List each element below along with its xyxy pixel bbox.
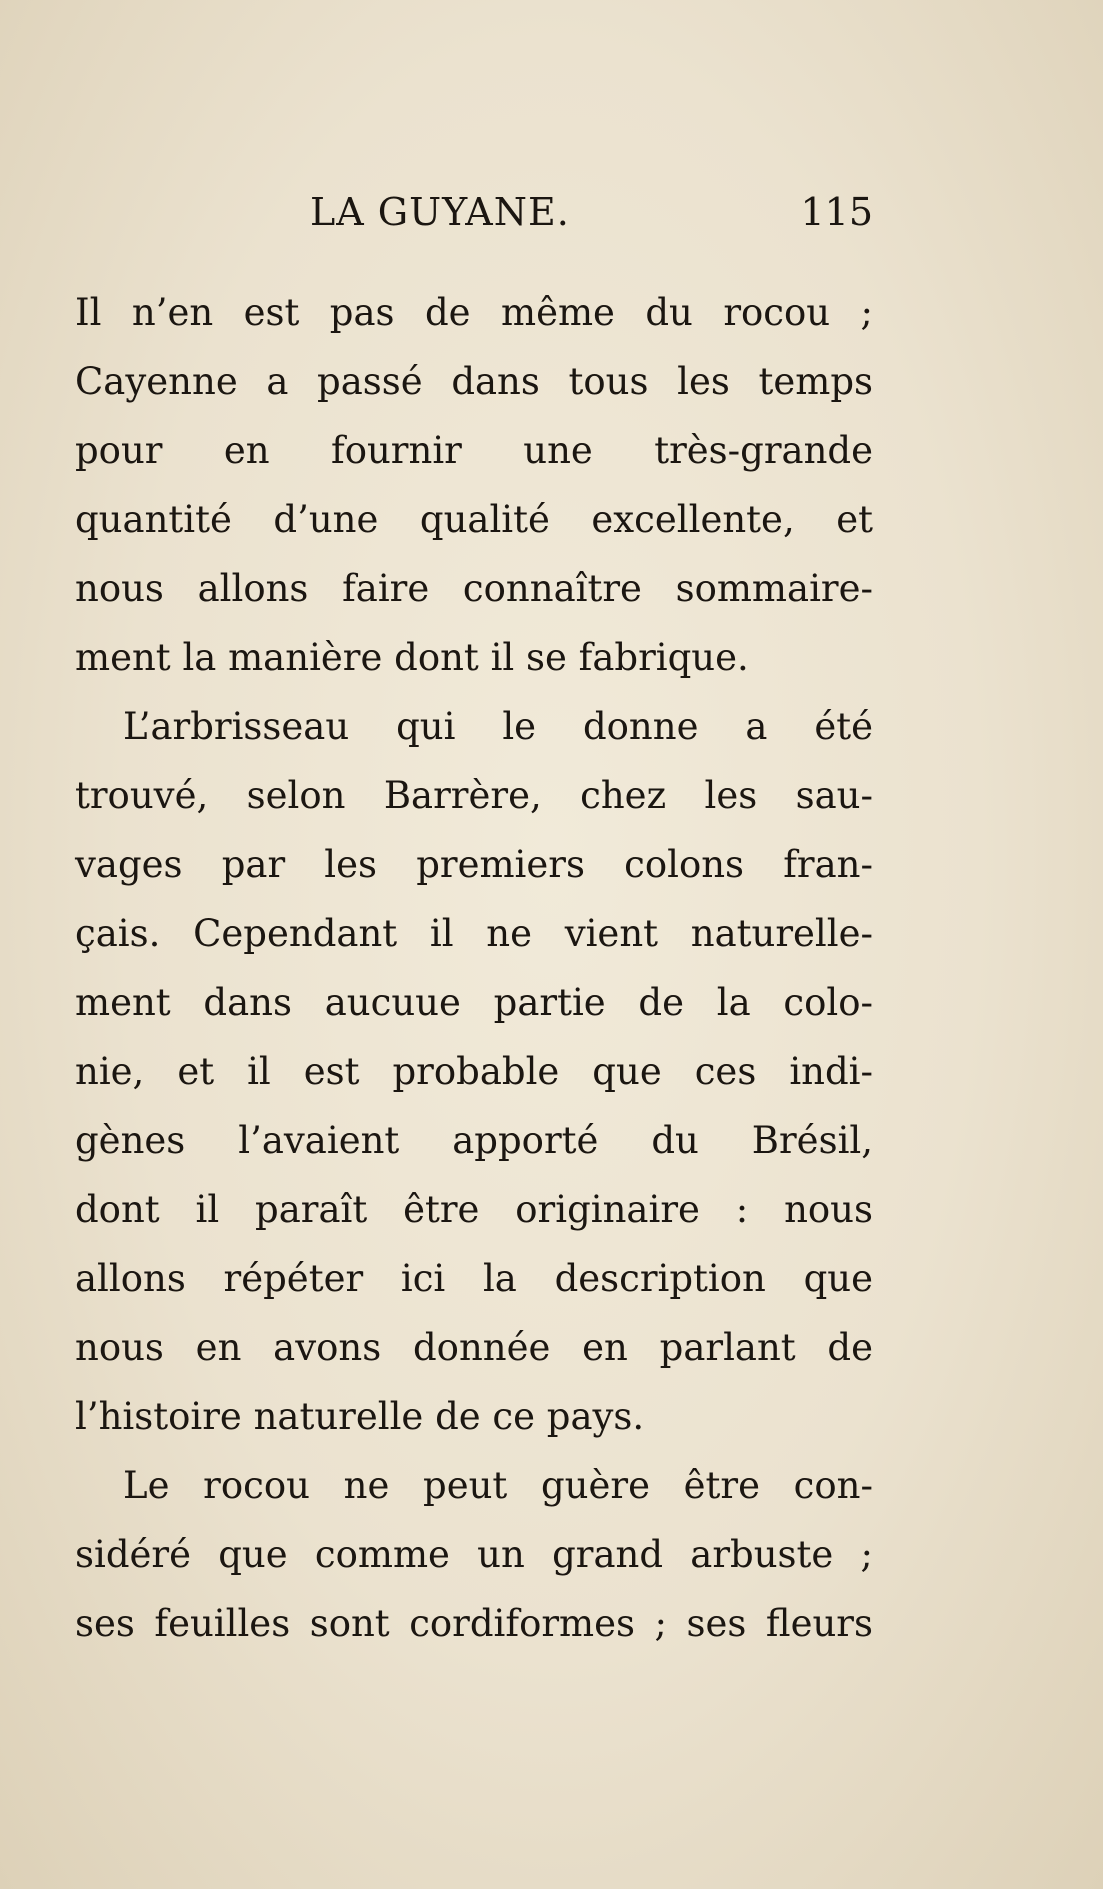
text-line: pour en fournir une très-grande — [75, 429, 873, 472]
text-line: quantité d’une qualité excellente, et — [75, 498, 873, 541]
text-line: sidéré que comme un grand arbuste ; — [75, 1533, 873, 1576]
text-line: dont il paraît être originaire : nous — [75, 1188, 873, 1231]
body-text — [75, 278, 873, 1658]
text-line: L’arbrisseau qui le donne a été — [123, 705, 873, 748]
text-line: ment dans aucuue partie de la colo- — [75, 981, 873, 1024]
text-line: gènes l’avaient apporté du Brésil, — [75, 1119, 873, 1162]
text-line: ses feuilles sont cordiformes ; ses fleurs — [75, 1602, 873, 1645]
text-line: trouvé, selon Barrère, chez les sau- — [75, 774, 873, 817]
page-number: 115 — [800, 190, 873, 234]
text-line: nous allons faire connaître sommaire- — [75, 567, 873, 610]
text-line: l’histoire naturelle de ce pays. — [75, 1395, 645, 1438]
text-line: Cayenne a passé dans tous les temps — [75, 360, 873, 403]
text-line: ment la manière dont il se fabrique. — [75, 636, 749, 679]
text-line: nous en avons donnée en parlant de — [75, 1326, 873, 1369]
text-line: Il n’en est pas de même du rocou ; — [75, 291, 873, 334]
page-header — [75, 190, 873, 240]
text-line: Le rocou ne peut guère être con- — [123, 1464, 873, 1507]
text-line: vages par les premiers colons fran- — [75, 843, 873, 886]
text-line: nie, et il est probable que ces indi- — [75, 1050, 873, 1093]
text-line: allons répéter ici la description que — [75, 1257, 873, 1300]
text-line: çais. Cependant il ne vient naturelle- — [75, 912, 873, 955]
running-title: LA GUYANE. — [310, 190, 570, 234]
